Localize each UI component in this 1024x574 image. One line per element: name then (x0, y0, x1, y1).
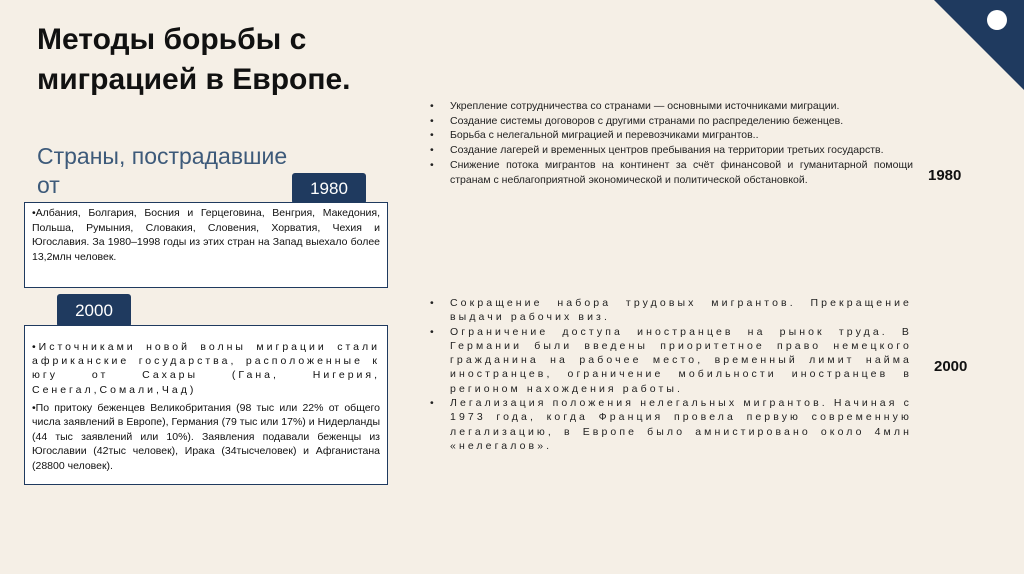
countries-box-1980 (24, 202, 388, 288)
list-item: • Создание лагерей и временных центров пребывания на территории третьих государств. (428, 143, 913, 158)
list-item: • Сокращение набора трудовых мигрантов. Прекращение выдачи рабочих виз. (428, 296, 912, 325)
measures-list-2000 (428, 296, 912, 453)
tab-1980: 1980 (292, 173, 366, 204)
list-item: • Укрепление сотрудничества со странами — основными источниками миграции. (428, 99, 913, 114)
white-circle-icon (987, 10, 1007, 30)
list-item: • Борьба с нелегальной миграцией и перевозчиками мигрантов.. (428, 128, 913, 143)
refugees-text-2000: •По притоку беженцев Великобритания (98 тыс или 22% от общего числа заявлений в Европе), Германия (79 тыс или 17%) и Нидерланды (44 тыс заявлений или 10%). Заявления подавали беженцы из Югославии (42тыс человек), Ирака (34тысчеловек) и Афганистана (28800 человек). (32, 401, 380, 472)
subtitle: Страны, пострадавшие от (37, 143, 288, 198)
list-item: • Снижение потока мигрантов на континент за счёт финансовой и гуманитарной помощи странам с неблагоприятной экономической и политической обстановкой. (428, 158, 913, 187)
list-item: • Ограничение доступа иностранцев на рынок труда. В Германии были введены приоритетное право немецкого гражданина на рабочее место, временный лимит найма иностранцев, ограничение мобильности иностранцев в регионом нахождения работы. (428, 325, 912, 396)
corner-decoration (934, 0, 1024, 90)
list-item: • Создание системы договоров с другими странами по распределению беженцев. (428, 114, 913, 129)
year-label-2000: 2000 (934, 358, 968, 375)
tab-2000: 2000 (57, 294, 131, 327)
countries-box-2000 (24, 325, 388, 485)
measures-list-1980 (428, 99, 913, 187)
countries-text-1980: •Албания, Болгария, Босния и Герцеговина, Венгрия, Македония, Польша, Румыния, Словакия, Словения, Хорватия, Чехия и Югославия. За 1980–1998 годы из этих стран на Запад выехало более 13,2млн человек. (32, 207, 380, 263)
corner-triangle (934, 0, 1024, 90)
page-title: Методы борьбы с миграцией в Европе. (37, 23, 351, 96)
year-label-1980: 1980 (928, 167, 962, 184)
sources-text-2000: •Источниками новой волны миграции стали африканские государства, расположенные к югу от Сахары (Гана, Нигерия, Сенегал,Сомали,Чад) (32, 341, 380, 396)
list-item: • Легализация положения нелегальных мигрантов. Начиная с 1973 года, когда Франция провела первую современную легализацию, в Европе было амнистировано около 4млн «нелегалов». (428, 396, 912, 453)
